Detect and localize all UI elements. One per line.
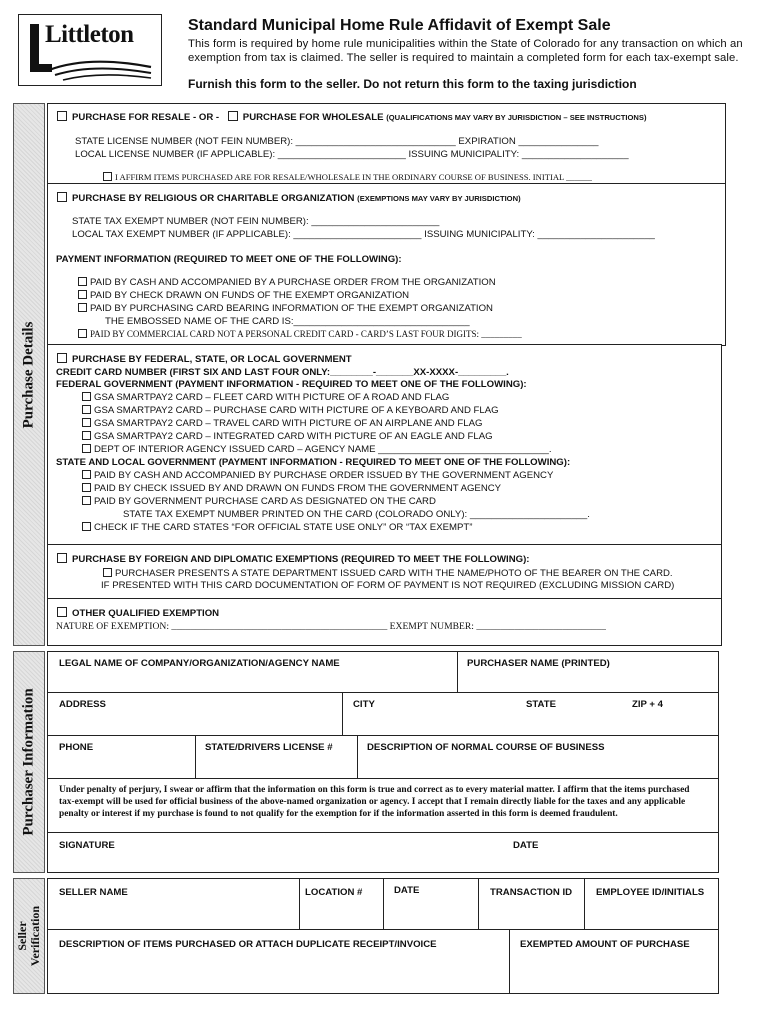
- opt-commercial-checkbox[interactable]: [78, 329, 87, 338]
- seller-verification-table: [47, 878, 719, 994]
- credit-card-line[interactable]: CREDIT CARD NUMBER (FIRST SIX AND LAST FOUR ONLY:________-_______XX-XXXX-_________.: [56, 367, 509, 378]
- business-description-field[interactable]: DESCRIPTION OF NORMAL COURSE OF BUSINESS: [367, 742, 605, 753]
- purchaser-name-field[interactable]: PURCHASER NAME (PRINTED): [467, 658, 610, 669]
- signature-field[interactable]: SIGNATURE: [59, 840, 115, 851]
- federal-opt-fleet: GSA SMARTPAY2 CARD – FLEET CARD WITH PICTURE OF A ROAD AND FLAG: [82, 392, 449, 403]
- official-use-checkbox[interactable]: [82, 522, 91, 531]
- foreign-checkbox[interactable]: [57, 553, 67, 563]
- state-cash-checkbox[interactable]: [82, 470, 91, 479]
- phone-field[interactable]: PHONE: [59, 742, 94, 753]
- religious-opt-card: PAID BY PURCHASING CARD BEARING INFORMATION OF THE EXEMPT ORGANIZATION: [78, 303, 493, 314]
- foreign-line-2: IF PRESENTED WITH THIS CARD DOCUMENTATION OF FORM OF PAYMENT IS NOT REQUIRED (EXCLUDING MISSION CARD): [101, 580, 675, 591]
- purchaser-info-title: Purchaser Information: [20, 688, 37, 836]
- items-description-field[interactable]: DESCRIPTION OF ITEMS PURCHASED OR ATTACH DUPLICATE RECEIPT/INVOICE: [59, 939, 437, 950]
- religious-opt-commercial: PAID BY COMMERCIAL CARD NOT A PERSONAL CREDIT CARD - CARD’S LAST FOUR DIGITS: _________: [78, 329, 522, 339]
- resale-checkbox[interactable]: [57, 111, 67, 121]
- religious-section: [47, 183, 726, 346]
- nature-of-exemption-line[interactable]: NATURE OF EXEMPTION: _____________________________________________ EXEMPT NUMBER: ___________________________: [56, 621, 606, 632]
- government-checkbox[interactable]: [57, 353, 67, 363]
- foreign-line-1: PURCHASER PRESENTS A STATE DEPARTMENT ISSUED CARD WITH THE NAME/PHOTO OF THE BEARER ON THE CARD.: [103, 568, 673, 579]
- foreign-heading: PURCHASE BY FOREIGN AND DIPLOMATIC EXEMPTIONS (REQUIRED TO MEET THE FOLLOWING):: [57, 553, 530, 565]
- legal-name-field[interactable]: LEGAL NAME OF COMPANY/ORGANIZATION/AGENCY NAME: [59, 658, 340, 669]
- state-opt-cash: PAID BY CASH AND ACCOMPANIED BY PURCHASE ORDER ISSUED BY THE GOVERNMENT AGENCY: [82, 470, 553, 481]
- license-field[interactable]: STATE/DRIVERS LICENSE #: [205, 742, 333, 753]
- other-heading: OTHER QUALIFIED EXEMPTION: [57, 607, 219, 619]
- purchase-details-sidebar: [13, 103, 45, 646]
- state-field[interactable]: STATE: [526, 699, 557, 710]
- government-section: [47, 344, 722, 546]
- resale-section: [47, 103, 726, 185]
- wholesale-checkbox[interactable]: [228, 111, 238, 121]
- purchase-card-checkbox[interactable]: [82, 405, 91, 414]
- state-license-line[interactable]: STATE LICENSE NUMBER (NOT FEIN NUMBER): ______________________________ EXPIRATION _______________: [75, 136, 599, 147]
- local-tax-exempt-line[interactable]: LOCAL TAX EXEMPT NUMBER (IF APPLICABLE): ________________________ ISSUING MUNICIPALITY: ______________________: [72, 229, 655, 240]
- instruction-text: Furnish this form to the seller. Do not return this form to the taxing jurisdiction: [188, 77, 637, 91]
- city-field[interactable]: CITY: [353, 699, 375, 710]
- state-tax-exempt-line[interactable]: STATE TAX EXEMPT NUMBER (NOT FEIN NUMBER): ________________________: [72, 216, 440, 227]
- state-opt-official: CHECK IF THE CARD STATES “FOR OFFICIAL STATE USE ONLY” OR “TAX EXEMPT”: [82, 522, 472, 533]
- federal-opt-interior: DEPT OF INTERIOR AGENCY ISSUED CARD – AGENCY NAME ________________________________.: [82, 444, 552, 455]
- purchaser-info-sidebar: [13, 651, 45, 873]
- purchaser-info-table: [47, 651, 719, 873]
- embossed-name-line[interactable]: THE EMBOSSED NAME OF THE CARD IS:_________________________________: [105, 316, 470, 327]
- seller-name-field[interactable]: SELLER NAME: [59, 887, 128, 898]
- religious-opt-cash: PAID BY CASH AND ACCOMPANIED BY A PURCHASE ORDER FROM THE ORGANIZATION: [78, 277, 496, 288]
- religious-heading: PURCHASE BY RELIGIOUS OR CHARITABLE ORGANIZATION (EXEMPTIONS MAY VARY BY JURISDICTION): [57, 192, 521, 204]
- perjury-statement: Under penalty of perjury, I swear or affirm that the information on this form is true and correct as to every material matter. I affirm that the items purchased tax-exempt will be used for official business of the above-named organization or agency. I accept that I remain directly liable for the taxes and any applicable penalty or interest if my purchase is found to not qualify for the exemption for if the information asserted in this form is deemed fraudulent.: [59, 785, 690, 819]
- state-exempt-printed-line[interactable]: STATE TAX EXEMPT NUMBER PRINTED ON THE CARD (COLORADO ONLY): ______________________.: [123, 509, 590, 520]
- zip-field[interactable]: ZIP + 4: [632, 699, 664, 710]
- location-field[interactable]: LOCATION #: [305, 887, 363, 898]
- interior-checkbox[interactable]: [82, 444, 91, 453]
- intro-paragraph: This form is required by home rule municipalities within the State of Colorado for any transaction on which an exemption from tax is claimed. The seller is required to maintain a completed form for each tax-exempt sale.: [188, 38, 743, 64]
- address-field[interactable]: ADDRESS: [59, 699, 106, 710]
- affirm-checkbox[interactable]: [103, 172, 112, 181]
- foreign-section: [47, 544, 722, 600]
- seller-verification-title: Seller Verification: [15, 905, 42, 967]
- state-dept-card-checkbox[interactable]: [103, 568, 112, 577]
- local-license-line[interactable]: LOCAL LICENSE NUMBER (IF APPLICABLE): ________________________ ISSUING MUNICIPALITY: ____________________: [75, 149, 629, 160]
- federal-heading: FEDERAL GOVERNMENT (PAYMENT INFORMATION - REQUIRED TO MEET ONE OF THE FOLLOWING):: [56, 379, 527, 390]
- purchase-details-title: Purchase Details: [20, 321, 37, 428]
- opt-cash-checkbox[interactable]: [78, 277, 87, 286]
- state-opt-card: PAID BY GOVERNMENT PURCHASE CARD AS DESIGNATED ON THE CARD: [82, 496, 436, 507]
- state-card-checkbox[interactable]: [82, 496, 91, 505]
- employee-id-field[interactable]: EMPLOYEE ID/INITIALS: [596, 887, 705, 898]
- integrated-checkbox[interactable]: [82, 431, 91, 440]
- state-opt-check: PAID BY CHECK ISSUED BY AND DRAWN ON FUNDS FROM THE GOVERNMENT AGENCY: [82, 483, 501, 494]
- logo-text: Littleton: [45, 21, 134, 48]
- opt-check-checkbox[interactable]: [78, 290, 87, 299]
- other-checkbox[interactable]: [57, 607, 67, 617]
- seller-date-field[interactable]: DATE: [394, 885, 420, 896]
- resale-affirm-line: I AFFIRM ITEMS PURCHASED ARE FOR RESALE/WHOLESALE IN THE ORDINARY COURSE OF BUSINESS. INITIAL ______: [103, 172, 592, 182]
- state-check-checkbox[interactable]: [82, 483, 91, 492]
- opt-card-checkbox[interactable]: [78, 303, 87, 312]
- federal-opt-travel: GSA SMARTPAY2 CARD – TRAVEL CARD WITH PICTURE OF AN AIRPLANE AND FLAG: [82, 418, 482, 429]
- resale-options: PURCHASE FOR RESALE - OR - PURCHASE FOR WHOLESALE (QUALIFICATIONS MAY VARY BY JURISDICTION – SEE INSTRUCTIONS): [57, 111, 647, 123]
- exempted-amount-field[interactable]: EXEMPTED AMOUNT OF PURCHASE: [520, 939, 690, 950]
- religious-checkbox[interactable]: [57, 192, 67, 202]
- payment-info-heading: PAYMENT INFORMATION (REQUIRED TO MEET ONE OF THE FOLLOWING):: [56, 254, 402, 265]
- fleet-checkbox[interactable]: [82, 392, 91, 401]
- religious-opt-check: PAID BY CHECK DRAWN ON FUNDS OF THE EXEMPT ORGANIZATION: [78, 290, 409, 301]
- purchaser-date-field[interactable]: DATE: [513, 840, 539, 851]
- travel-checkbox[interactable]: [82, 418, 91, 427]
- state-local-heading: STATE AND LOCAL GOVERNMENT (PAYMENT INFORMATION - REQUIRED TO MEET ONE OF THE FOLLOWING):: [56, 457, 571, 468]
- federal-opt-integrated: GSA SMARTPAY2 CARD – INTEGRATED CARD WITH PICTURE OF AN EAGLE AND FLAG: [82, 431, 493, 442]
- federal-opt-purchase: GSA SMARTPAY2 CARD – PURCHASE CARD WITH PICTURE OF A KEYBOARD AND FLAG: [82, 405, 499, 416]
- other-section: [47, 598, 722, 646]
- seller-verification-sidebar: [13, 878, 45, 994]
- transaction-id-field[interactable]: TRANSACTION ID: [490, 887, 573, 898]
- government-heading: PURCHASE BY FEDERAL, STATE, OR LOCAL GOVERNMENT: [57, 353, 352, 365]
- document-title: Standard Municipal Home Rule Affidavit of Exempt Sale: [188, 17, 611, 34]
- littleton-logo: [18, 14, 162, 86]
